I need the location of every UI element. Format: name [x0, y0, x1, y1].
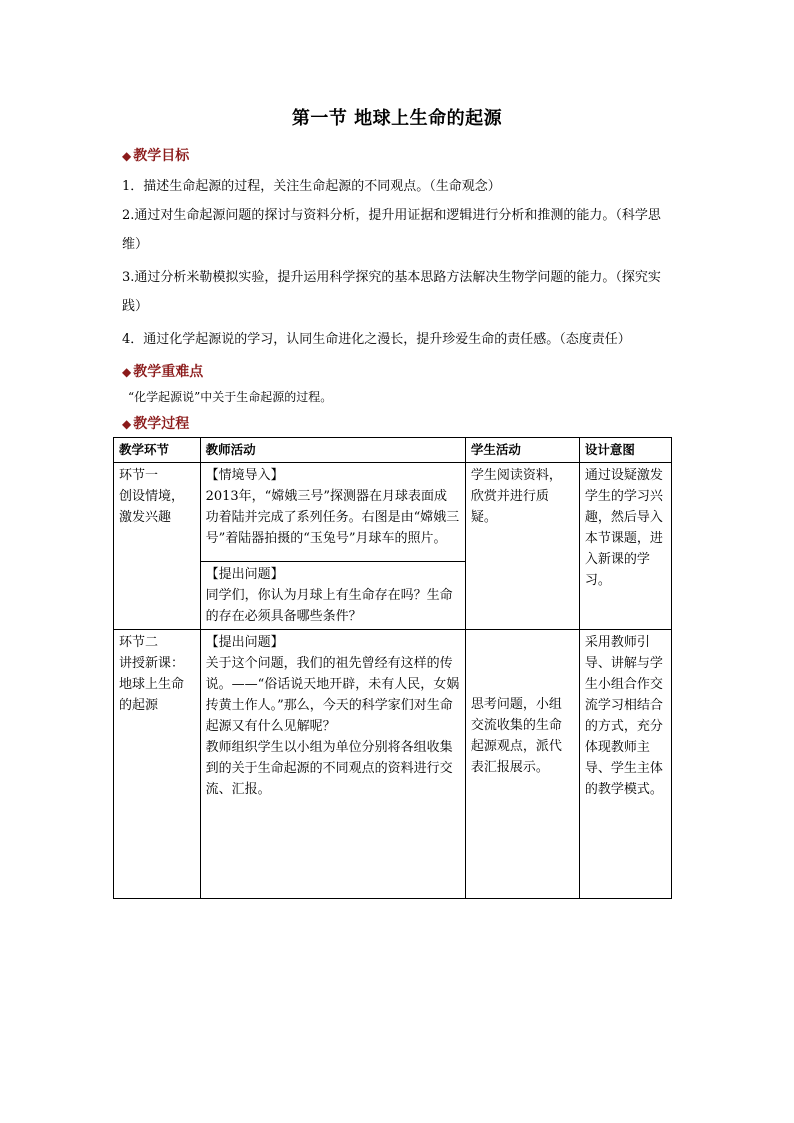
diamond-bullet-icon: ◆	[122, 417, 132, 431]
objective-item-1: 1．描述生命起源的过程，关注生命起源的不同观点。（生命观念）	[122, 179, 501, 194]
stage2-intent: 采用教师引导、讲解与学生小组合作交流学习相结合的方式，充分体现教师主导、学生主体的教学模式。	[579, 630, 671, 899]
stage1-intro-tag: 【情境导入】	[205, 468, 284, 483]
stage2-name: 环节二 讲授新课：地球上生命的起源	[114, 630, 201, 899]
objectives-heading	[122, 145, 189, 165]
page-title: 第一节 地球上生命的起源	[291, 108, 503, 129]
header-stage: 教学环节	[114, 438, 201, 463]
stage2-text-1: 关于这个问题，我们的祖先曾经有这样的传说。——“俗话说天地开辟，未有人民，女娲抟黄土作人。”那么，今天的科学家们对生命起源又有什么见解呢？	[205, 656, 460, 734]
objective-item-4: 4．通过化学起源说的学习，认同生命进化之漫长，提升珍爱生命的责任感。（态度责任）	[122, 332, 631, 347]
table-header-row	[114, 438, 672, 463]
key-points-heading-text: 教学重难点	[133, 364, 204, 380]
process-heading	[122, 413, 189, 433]
objective-item-3: 3.通过分析米勒模拟实验，提升运用科学探究的基本思路方法解决生物学问题的能力。（探究实践）	[122, 270, 661, 314]
table-row	[114, 463, 672, 562]
diamond-bullet-icon: ◆	[122, 149, 132, 163]
diamond-bullet-icon: ◆	[122, 365, 132, 379]
process-heading-text: 教学过程	[133, 416, 190, 432]
objectives-heading-text: 教学目标	[133, 148, 190, 164]
stage2-text-2: 教师组织学生以小组为单位分别将各组收集到的关于生命起源的不同观点的资料进行交流、汇报。	[205, 740, 453, 797]
key-points-heading	[122, 361, 203, 381]
stage2-teacher	[200, 630, 465, 899]
stage2-tag: 【提出问题】	[205, 635, 284, 650]
header-student: 学生活动	[465, 438, 579, 463]
stage2-student: 思考问题，小组交流收集的生命起源观点，派代表汇报展示。	[465, 630, 579, 899]
stage1-intent: 通过设疑激发学生的学习兴趣，然后导入本节课题，进入新课的学习。	[579, 463, 671, 630]
objective-item-2: 2.通过对生命起源问题的探讨与资料分析，提升用证据和逻辑进行分析和推测的能力。（科学思维）	[122, 208, 661, 252]
stage1-intro-text: 2013年，“嫦娥三号”探测器在月球表面成功着陆并完成了系列任务。右图是由“嫦娥三号”着陆器拍摄的“玉兔号”月球车的照片。	[205, 489, 460, 546]
teaching-process-table	[113, 437, 672, 899]
stage1-teacher-question	[200, 562, 465, 630]
header-teacher: 教师活动	[200, 438, 465, 463]
stage1-name: 环节一 创设情境，激发兴趣	[114, 463, 201, 630]
stage1-teacher-intro	[200, 463, 465, 562]
table-row	[114, 630, 672, 899]
key-points-text: “化学起源说”中关于生命起源的过程。	[128, 390, 333, 404]
stage1-question-text: 同学们，你认为月球上有生命存在吗？生命的存在必须具备哪些条件？	[205, 588, 453, 624]
stage1-student: 学生阅读资料，欣赏并进行质疑。	[465, 463, 579, 630]
stage1-question-tag: 【提出问题】	[205, 567, 284, 582]
header-intent: 设计意图	[579, 438, 671, 463]
